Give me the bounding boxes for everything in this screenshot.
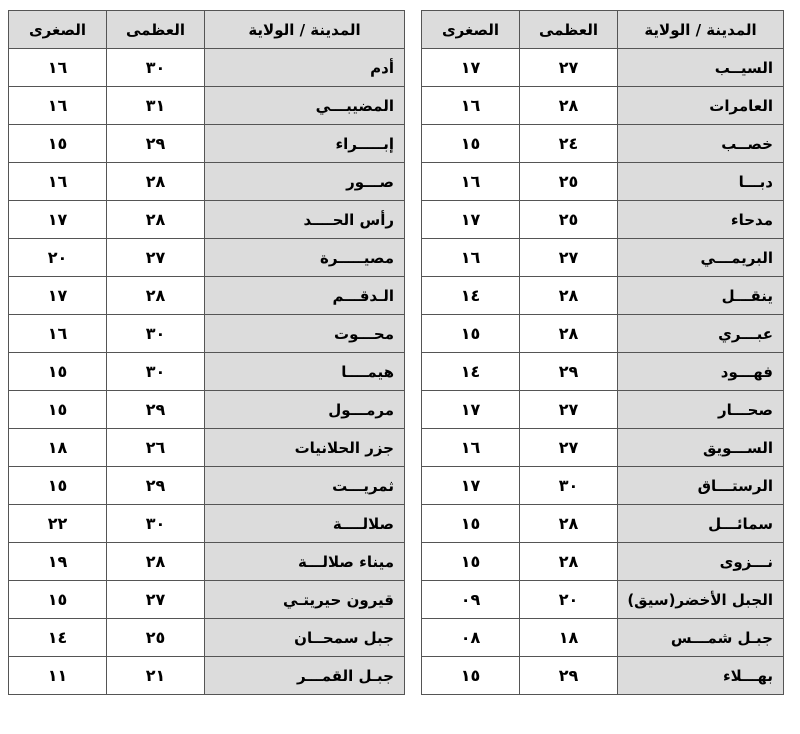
min-temp-cell: ٢٢	[9, 505, 107, 543]
table-row	[9, 429, 405, 467]
table-row	[422, 429, 784, 467]
max-temp-cell: ٣٠	[520, 467, 618, 505]
min-temp-cell: ٠٨	[422, 619, 520, 657]
max-temp-cell: ٢٨	[520, 543, 618, 581]
table-row	[422, 657, 784, 695]
city-cell: العامرات	[618, 87, 784, 125]
city-cell: أدم	[205, 49, 405, 87]
max-temp-cell: ٢٧	[107, 239, 205, 277]
table-row	[9, 239, 405, 277]
max-temp-cell: ٢٧	[520, 49, 618, 87]
city-cell: نـــزوى	[618, 543, 784, 581]
max-temp-cell: ٢٧	[520, 391, 618, 429]
table-row	[9, 87, 405, 125]
min-temp-cell: ١٧	[9, 277, 107, 315]
table-row	[9, 163, 405, 201]
city-cell: صحـــار	[618, 391, 784, 429]
max-temp-cell: ٢٩	[107, 125, 205, 163]
min-temp-cell: ١٧	[422, 467, 520, 505]
header-city: المدينة / الولاية	[205, 11, 405, 49]
max-temp-cell: ١٨	[520, 619, 618, 657]
min-temp-cell: ١٥	[422, 315, 520, 353]
max-temp-cell: ٢٠	[520, 581, 618, 619]
max-temp-cell: ٣١	[107, 87, 205, 125]
max-temp-cell: ٢٨	[520, 277, 618, 315]
city-cell: الرستـــاق	[618, 467, 784, 505]
city-cell: البريمـــي	[618, 239, 784, 277]
city-cell: رأس الحــــد	[205, 201, 405, 239]
max-temp-cell: ٣٠	[107, 505, 205, 543]
city-cell: الجبل الأخضر(سيق)	[618, 581, 784, 619]
min-temp-cell: ١٤	[422, 277, 520, 315]
table-row	[9, 125, 405, 163]
min-temp-cell: ١٦	[422, 239, 520, 277]
max-temp-cell: ٢٨	[520, 87, 618, 125]
city-cell: صـــور	[205, 163, 405, 201]
table-row	[9, 581, 405, 619]
table-row	[9, 467, 405, 505]
min-temp-cell: ١٦	[9, 163, 107, 201]
max-temp-cell: ٢٥	[520, 163, 618, 201]
max-temp-cell: ٢٨	[107, 277, 205, 315]
min-temp-cell: ١٦	[9, 49, 107, 87]
city-cell: سمائـــل	[618, 505, 784, 543]
table-row	[422, 505, 784, 543]
city-cell: مدحاء	[618, 201, 784, 239]
max-temp-cell: ٢٥	[107, 619, 205, 657]
city-cell: جبـل القمـــر	[205, 657, 405, 695]
max-temp-cell: ٢٧	[107, 581, 205, 619]
table-row	[9, 201, 405, 239]
city-cell: جبـل شمـــس	[618, 619, 784, 657]
min-temp-cell: ١٥	[9, 125, 107, 163]
max-temp-cell: ٢٩	[107, 391, 205, 429]
min-temp-cell: ١٥	[9, 581, 107, 619]
min-temp-cell: ١٦	[422, 163, 520, 201]
table-row	[9, 619, 405, 657]
header-row	[422, 11, 784, 49]
table-row	[422, 125, 784, 163]
city-cell: جبل سمحــان	[205, 619, 405, 657]
header-row	[9, 11, 405, 49]
city-cell: ينقـــل	[618, 277, 784, 315]
table-row	[422, 353, 784, 391]
max-temp-cell: ٢٨	[520, 505, 618, 543]
table-row	[9, 277, 405, 315]
min-temp-cell: ١٥	[422, 543, 520, 581]
table-row	[422, 201, 784, 239]
city-cell: دبـــا	[618, 163, 784, 201]
table-row	[422, 87, 784, 125]
min-temp-cell: ١٦	[422, 87, 520, 125]
header-max: العظمى	[520, 11, 618, 49]
table-row	[9, 353, 405, 391]
city-cell: ميناء صلالـــة	[205, 543, 405, 581]
table-row	[9, 391, 405, 429]
city-cell: السيــب	[618, 49, 784, 87]
max-temp-cell: ٢١	[107, 657, 205, 695]
city-cell: مرمـــول	[205, 391, 405, 429]
city-cell: هيمــــا	[205, 353, 405, 391]
table-row	[422, 277, 784, 315]
min-temp-cell: ٠٩	[422, 581, 520, 619]
city-cell: الســـويق	[618, 429, 784, 467]
table-row	[422, 467, 784, 505]
max-temp-cell: ٢٩	[520, 657, 618, 695]
min-temp-cell: ١٧	[422, 49, 520, 87]
city-cell: عبـــري	[618, 315, 784, 353]
max-temp-cell: ٣٠	[107, 315, 205, 353]
min-temp-cell: ١٨	[9, 429, 107, 467]
min-temp-cell: ١٧	[422, 201, 520, 239]
city-cell: بهـــلاء	[618, 657, 784, 695]
max-temp-cell: ٢٨	[107, 543, 205, 581]
table-row	[422, 543, 784, 581]
max-temp-cell: ٢٩	[107, 467, 205, 505]
table-row	[9, 505, 405, 543]
min-temp-cell: ١٦	[9, 87, 107, 125]
weather-table-left	[8, 10, 405, 695]
table-row	[422, 315, 784, 353]
min-temp-cell: ١٥	[9, 353, 107, 391]
min-temp-cell: ١٤	[9, 619, 107, 657]
table-row	[422, 391, 784, 429]
min-temp-cell: ١٥	[422, 505, 520, 543]
city-cell: ثمريـــت	[205, 467, 405, 505]
table-row	[9, 657, 405, 695]
min-temp-cell: ١٥	[9, 391, 107, 429]
max-temp-cell: ٣٠	[107, 49, 205, 87]
city-cell: جزر الحلانيات	[205, 429, 405, 467]
table-row	[9, 49, 405, 87]
city-cell: خصــب	[618, 125, 784, 163]
city-cell: مصيـــــرة	[205, 239, 405, 277]
min-temp-cell: ١٤	[422, 353, 520, 391]
min-temp-cell: ١٧	[9, 201, 107, 239]
max-temp-cell: ٢٧	[520, 239, 618, 277]
city-cell: المضيبـــي	[205, 87, 405, 125]
max-temp-cell: ٢٨	[107, 163, 205, 201]
min-temp-cell: ١٦	[9, 315, 107, 353]
city-cell: قيرون حيريتـي	[205, 581, 405, 619]
table-row	[422, 163, 784, 201]
max-temp-cell: ٢٤	[520, 125, 618, 163]
max-temp-cell: ٢٥	[520, 201, 618, 239]
min-temp-cell: ١٧	[422, 391, 520, 429]
min-temp-cell: ١١	[9, 657, 107, 695]
max-temp-cell: ٢٨	[520, 315, 618, 353]
min-temp-cell: ١٦	[422, 429, 520, 467]
table-row	[422, 581, 784, 619]
header-min: الصغرى	[422, 11, 520, 49]
table-row	[9, 543, 405, 581]
header-city: المدينة / الولاية	[618, 11, 784, 49]
table-row	[422, 239, 784, 277]
max-temp-cell: ٢٦	[107, 429, 205, 467]
max-temp-cell: ٢٧	[520, 429, 618, 467]
header-max: العظمى	[107, 11, 205, 49]
min-temp-cell: ٢٠	[9, 239, 107, 277]
weather-table-right	[421, 10, 784, 695]
city-cell: الـدقـــم	[205, 277, 405, 315]
table-row	[9, 315, 405, 353]
min-temp-cell: ١٥	[422, 657, 520, 695]
min-temp-cell: ١٩	[9, 543, 107, 581]
min-temp-cell: ١٥	[422, 125, 520, 163]
city-cell: محـــوت	[205, 315, 405, 353]
city-cell: صلالــــة	[205, 505, 405, 543]
max-temp-cell: ٣٠	[107, 353, 205, 391]
table-row	[422, 49, 784, 87]
table-row	[422, 619, 784, 657]
max-temp-cell: ٢٨	[107, 201, 205, 239]
city-cell: إبـــــراء	[205, 125, 405, 163]
max-temp-cell: ٢٩	[520, 353, 618, 391]
min-temp-cell: ١٥	[9, 467, 107, 505]
header-min: الصغرى	[9, 11, 107, 49]
city-cell: فهـــود	[618, 353, 784, 391]
